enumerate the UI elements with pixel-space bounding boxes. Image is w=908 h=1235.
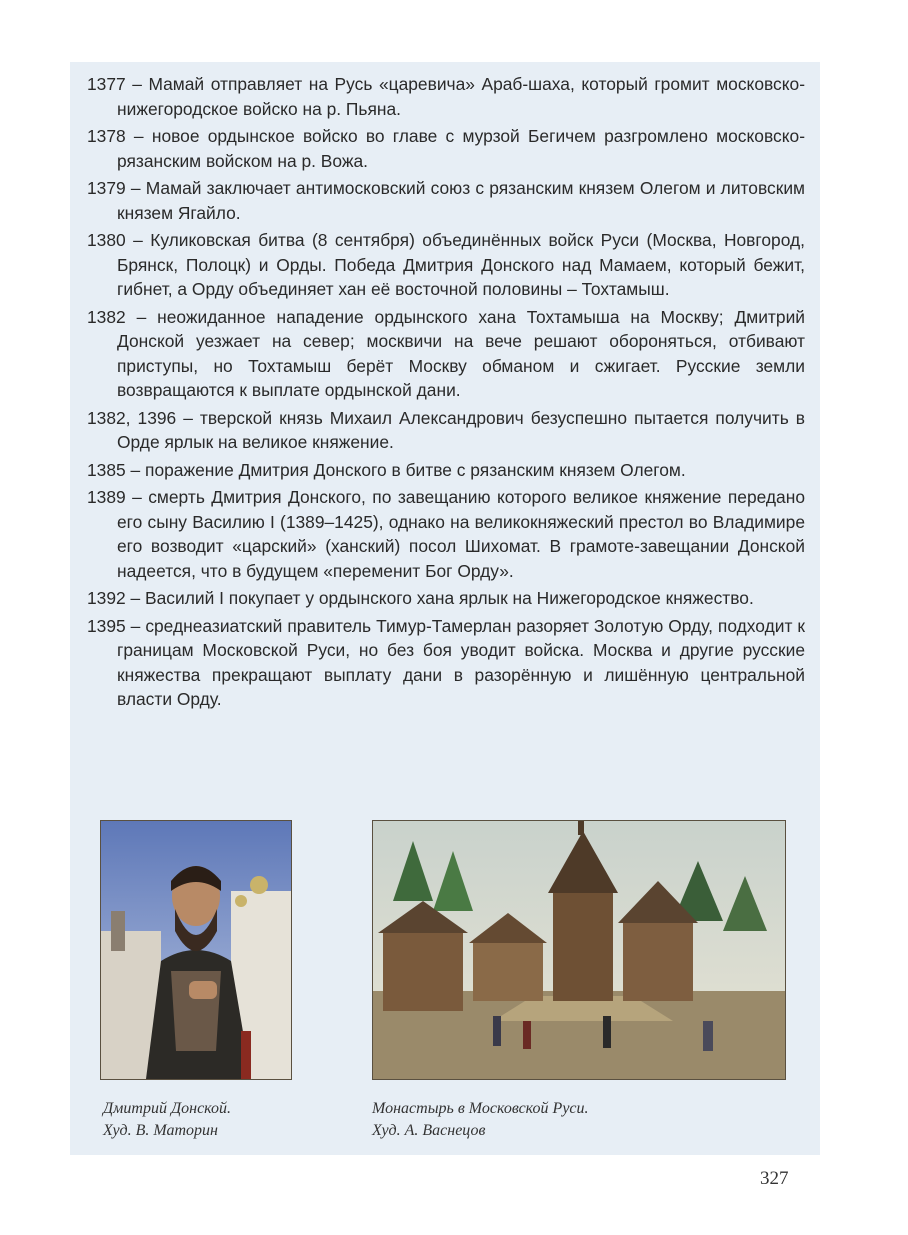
entry-text: – смерть Дмитрия Донского, по завещанию которого великое княжение передано его сыну Василию I (1389–1425), однако на великокняжеский престол во Владимире его возводит «царский» (ханский) посол Шихомат. В грамоте-завещании Донской надеется, что в будущем «переменит Бог Орду». <box>117 487 805 581</box>
entry-text: – поражение Дмитрия Донского в битве с рязанским князем Олегом. <box>125 459 686 480</box>
entry-year: 1385 <box>87 459 126 480</box>
entry-year: 1392 <box>87 588 126 608</box>
entry-text: – неожиданное нападение ордынского хана Тохтамыша на Москву; Дмитрий Донской уезжает на север; москвичи на вече решают обороняться, отбивают приступы, но Тохтамыш берёт Москву обманом и сжигает. Русские земли возвращаются к выплате ордынской дани. <box>117 306 805 400</box>
portrait-image <box>101 821 291 1079</box>
entry-text: – среднеазиатский правитель Тимур-Тамерлан разоряет Золотую Орду, подходит к границам Московской Руси, но без боя уводит войска. Москва и другие русские княжества прекращают выплату дани в разорённую и лишённую центральной власти Орду. <box>117 615 805 709</box>
entry-year: 1382, 1396 <box>87 407 177 428</box>
portrait-caption-title: Дмитрий Донской. <box>103 1100 232 1117</box>
entry-text: – Мамай заключает антимосковский союз с рязанским князем Олегом и литовским князем Ягайло. <box>117 178 805 223</box>
timeline-entry <box>87 586 805 611</box>
entry-year: 1389 <box>87 487 126 507</box>
page-number: 327 <box>760 1168 789 1189</box>
portrait-illustration <box>100 820 292 1080</box>
entry-text: – Василий I покупает у ордынского хана ярлык на Нижегородское княжество. <box>125 588 754 608</box>
monastery-image <box>373 821 785 1079</box>
timeline <box>87 72 805 715</box>
monastery-caption-title: Монастырь в Московской Руси. <box>372 1100 589 1117</box>
entry-text: – тверской князь Михаил Александрович безуспешно пытается получить в Орде ярлык на великое княжение. <box>117 407 805 452</box>
timeline-entry <box>87 72 805 121</box>
monastery-caption-artist: Худ. А. Васнецов <box>372 1122 486 1139</box>
monastery-illustration <box>372 820 786 1080</box>
entry-year: 1395 <box>87 615 126 636</box>
entry-year: 1378 <box>87 126 126 146</box>
timeline-entry <box>87 406 805 455</box>
timeline-entry <box>87 176 805 225</box>
entry-text: – новое ордынское войско во главе с мурзой Бегичем разгромлено московско-рязанским войском на р. Вожа. <box>117 126 805 171</box>
timeline-entry <box>87 305 805 403</box>
portrait-caption-artist: Худ. В. Маторин <box>103 1122 218 1139</box>
entry-text: – Мамай отправляет на Русь «царевича» Араб-шаха, который громит московско-нижегородское войско на р. Пьяна. <box>117 74 805 119</box>
entry-year: 1380 <box>87 230 126 250</box>
monastery-caption <box>372 1098 589 1142</box>
entry-text: – Куликовская битва (8 сентября) объединённых войск Руси (Москва, Новгород, Брянск, Полоцк) и Орды. Победа Дмитрия Донского над Мамаем, который бежит, гибнет, а Орду объединяет хан её восточной половины – Тохтамыш. <box>117 230 805 299</box>
entry-year: 1379 <box>87 178 126 198</box>
entry-year: 1377 <box>87 74 126 94</box>
timeline-entry <box>87 485 805 583</box>
timeline-entry <box>87 124 805 173</box>
timeline-entry <box>87 614 805 712</box>
portrait-caption <box>103 1098 231 1142</box>
timeline-entry <box>87 228 805 302</box>
timeline-entry <box>87 458 805 483</box>
entry-year: 1382 <box>87 306 126 327</box>
